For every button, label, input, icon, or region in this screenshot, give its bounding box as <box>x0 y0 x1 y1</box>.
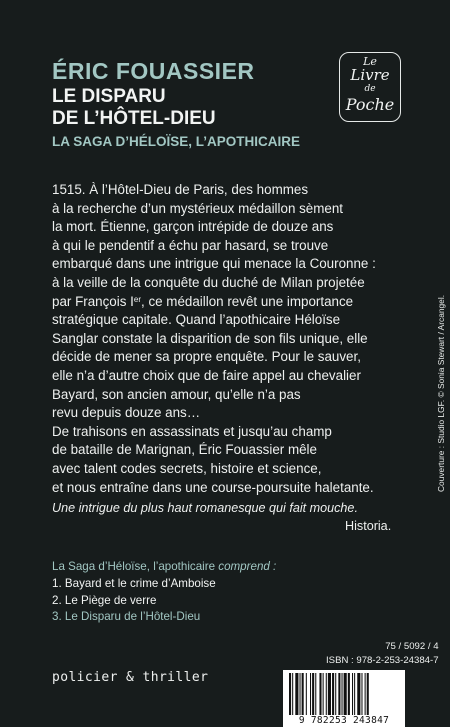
logo-text: Livre <box>350 66 390 84</box>
blurb-line: avec talent codes secrets, histoire et science, <box>52 460 322 476</box>
isbn-number: ISBN : 978-2-253-24384-7 <box>326 655 439 666</box>
barcode-bar <box>357 673 360 715</box>
book-codes <box>326 640 439 668</box>
blurb-line: à la recherche d’un mystérieux médaillon sèment <box>52 200 344 216</box>
blurb-text: par François I <box>52 293 134 309</box>
barcode-bar <box>295 673 298 715</box>
barcode-bar <box>338 673 340 715</box>
barcode-bar <box>302 673 304 715</box>
barcode-bar <box>361 673 362 715</box>
blurb-line: Sanglar constate la disparition de son fils unique, elle <box>52 330 368 346</box>
logo-text: Le <box>363 55 377 68</box>
barcode-bar <box>315 673 316 715</box>
ordinal-superscript: er <box>133 294 141 304</box>
blurb-line: la mort. Étienne, garçon intrépide de douze ans <box>52 219 334 235</box>
barcode-bar <box>300 673 301 715</box>
series-subtitle: LA SAGA D’HÉLOÏSE, L’APOTHICAIRE <box>52 134 301 149</box>
blurb-line: Bayard, son ancien amour, qu’elle n’a pas <box>52 386 301 402</box>
blurb-line: à la veille de la conquête du duché de Milan projetée <box>52 274 365 290</box>
saga-book-item: 2. Le Piège de verre <box>52 593 157 607</box>
barcode-bar <box>344 673 347 715</box>
reference-number: 75 / 5092 / 4 <box>385 641 439 652</box>
barcode-bar <box>306 673 307 715</box>
barcode-bar <box>342 673 343 715</box>
collection-label: policier & thriller <box>52 670 209 685</box>
blurb-line: De trahisons en assassinats et jusqu’au champ <box>52 423 332 439</box>
review-source: Historia. <box>345 519 392 533</box>
blurb-line: elle n’a d’autre choix que de faire appel au chevalier <box>52 367 361 383</box>
logo-text: de <box>364 84 376 94</box>
blurb-line: revu depuis douze ans… <box>52 405 201 421</box>
barcode-bar <box>292 673 293 715</box>
barcode-bar <box>332 673 334 715</box>
saga-book-item: 1. Bayard et le crime d’Amboise <box>52 577 216 590</box>
barcode-bar <box>354 673 355 715</box>
blurb-line <box>52 293 376 312</box>
book-title <box>52 86 216 130</box>
book-blurb <box>52 181 376 497</box>
barcode-bar <box>352 673 353 715</box>
barcode-bar <box>289 673 291 715</box>
barcode-bar <box>326 673 327 715</box>
barcode-digits: 9 782253 243847 <box>298 715 390 726</box>
review-quote: Une intrigue du plus haut romanesque qui fait mouche. <box>52 501 358 515</box>
saga-heading <box>52 560 276 573</box>
cover-credit: Couverture : Studio LGF. © Sonia Stewart / Arcangel. <box>436 294 446 492</box>
logo-text: Poche <box>345 95 395 114</box>
title-line: DE L’HÔTEL-DIEU <box>52 108 216 129</box>
barcode-bars <box>289 673 399 715</box>
saga-heading-suffix: comprend : <box>215 560 277 573</box>
saga-heading-text: La Saga d’Héloïse, l’apothicaire <box>52 560 216 573</box>
barcode-bar <box>319 673 321 715</box>
blurb-line: décide de mener sa propre enquête. Pour le sauver, <box>52 349 361 365</box>
barcode-bar <box>328 673 331 715</box>
blurb-line: 1515. À l’Hôtel-Dieu de Paris, des hommes <box>52 182 309 197</box>
blurb-line: embarqué dans une intrigue qui menace la Couronne : <box>52 256 376 272</box>
isbn-barcode <box>283 670 405 727</box>
blurb-line: à qui le pendentif a échu par hasard, se trouve <box>52 237 329 253</box>
barcode-bar <box>323 673 324 715</box>
publisher-logo <box>339 52 401 122</box>
saga-book-list <box>52 576 216 626</box>
barcode-bar <box>312 673 314 715</box>
barcode-bar <box>365 673 366 715</box>
barcode-bar <box>335 673 336 715</box>
title-line: LE DISPARU <box>52 86 166 107</box>
blurb-text: , ce médaillon revêt une importance <box>141 293 354 309</box>
barcode-bar <box>310 673 311 715</box>
blurb-line: stratégique capitale. Quand l’apothicaire Héloïse <box>52 312 341 328</box>
barcode-bar <box>348 673 350 715</box>
author-name: ÉRIC FOUASSIER <box>52 58 255 84</box>
blurb-line: et nous entraîne dans une course-poursuite haletante. <box>52 479 374 495</box>
blurb-line: de bataille de Marignan, Éric Fouassier mêle <box>52 442 317 458</box>
saga-book-item: 3. Le Disparu de l’Hôtel-Dieu <box>52 610 201 624</box>
barcode-bar <box>367 673 369 715</box>
